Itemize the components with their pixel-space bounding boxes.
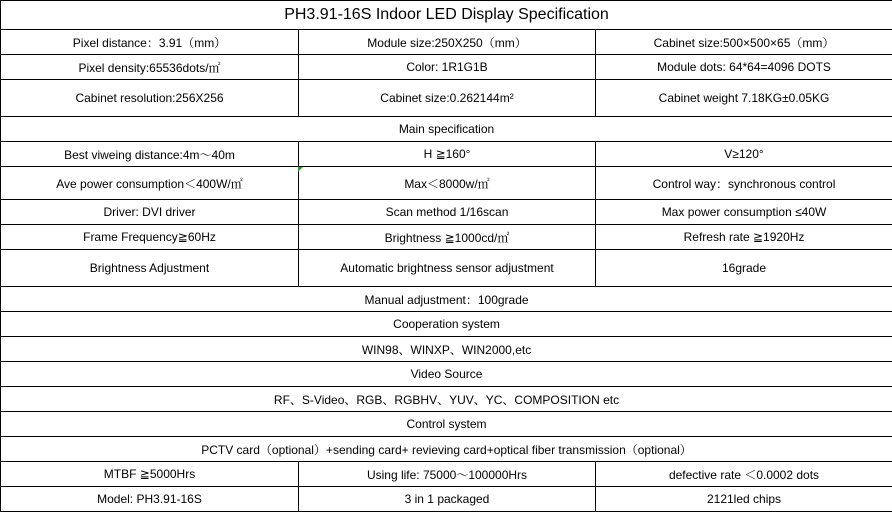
led-chips-cell: 2121led chips	[596, 487, 892, 512]
table-title: PH3.91-16S Indoor LED Display Specification	[1, 1, 892, 30]
packaging-cell: 3 in 1 packaged	[299, 487, 596, 512]
model-cell: Model: PH3.91-16S	[1, 487, 299, 512]
pixel-density-cell: Pixel density:65536dots/㎡	[1, 55, 299, 80]
ave-power-cell: Ave power consumption＜400W/㎡	[1, 167, 299, 200]
operating-systems-cell: WIN98、WINXP、WIN2000,etc	[1, 337, 892, 362]
brightness-adjustment-cell: Brightness Adjustment	[1, 250, 299, 287]
section-header-main-specification: Main specification	[1, 117, 892, 142]
video-sources-cell: RF、S-Video、RGB、RGBHV、YUV、YC、COMPOSITION etc	[1, 387, 892, 412]
brightness-sensor-cell: Automatic brightness sensor adjustment	[299, 250, 596, 287]
cell-comment-marker-icon	[298, 167, 303, 172]
max-power-area-cell: Max＜8000w/㎡	[299, 167, 596, 200]
driver-cell: Driver: DVI driver	[1, 200, 299, 225]
horizontal-angle-cell: H ≧160°	[299, 142, 596, 167]
defective-rate-cell: defective rate ＜0.0002 dots	[596, 462, 892, 487]
control-system-cell: PCTV card（optional）+sending card+ revieving card+optical fiber transmission（optional）	[1, 437, 892, 462]
scan-method-cell: Scan method 1/16scan	[299, 200, 596, 225]
cabinet-resolution-cell: Cabinet resolution:256X256	[1, 80, 299, 117]
manual-adjustment-cell: Manual adjustment：100grade	[1, 287, 892, 312]
viewing-distance-cell: Best viweing distance:4m～40m	[1, 142, 299, 167]
refresh-rate-cell: Refresh rate ≧1920Hz	[596, 225, 892, 250]
color-cell: Color: 1R1G1B	[299, 55, 596, 80]
mtbf-cell: MTBF ≧5000Hrs	[1, 462, 299, 487]
cabinet-weight-cell: Cabinet weight 7.18KG±0.05KG	[596, 80, 892, 117]
control-way-cell: Control way：synchronous control	[596, 167, 892, 200]
section-header-control-system: Control system	[1, 412, 892, 437]
vertical-angle-cell: V≥120°	[596, 142, 892, 167]
using-life-cell: Using life: 75000～100000Hrs	[299, 462, 596, 487]
pixel-distance-cell: Pixel distance：3.91（mm）	[1, 30, 299, 55]
frame-frequency-cell: Frame Frequency≧60Hz	[1, 225, 299, 250]
section-header-video-source: Video Source	[1, 362, 892, 387]
module-size-cell: Module size:250X250（mm）	[299, 30, 596, 55]
max-power-consumption-cell: Max power consumption ≤40W	[596, 200, 892, 225]
brightness-grade-cell: 16grade	[596, 250, 892, 287]
section-header-cooperation-system: Cooperation system	[1, 312, 892, 337]
cabinet-area-cell: Cabinet size:0.262144m²	[299, 80, 596, 117]
brightness-cell: Brightness ≧1000cd/㎡	[299, 225, 596, 250]
cabinet-dimensions-cell: Cabinet size:500×500×65（mm）	[596, 30, 892, 55]
module-dots-cell: Module dots: 64*64=4096 DOTS	[596, 55, 892, 80]
